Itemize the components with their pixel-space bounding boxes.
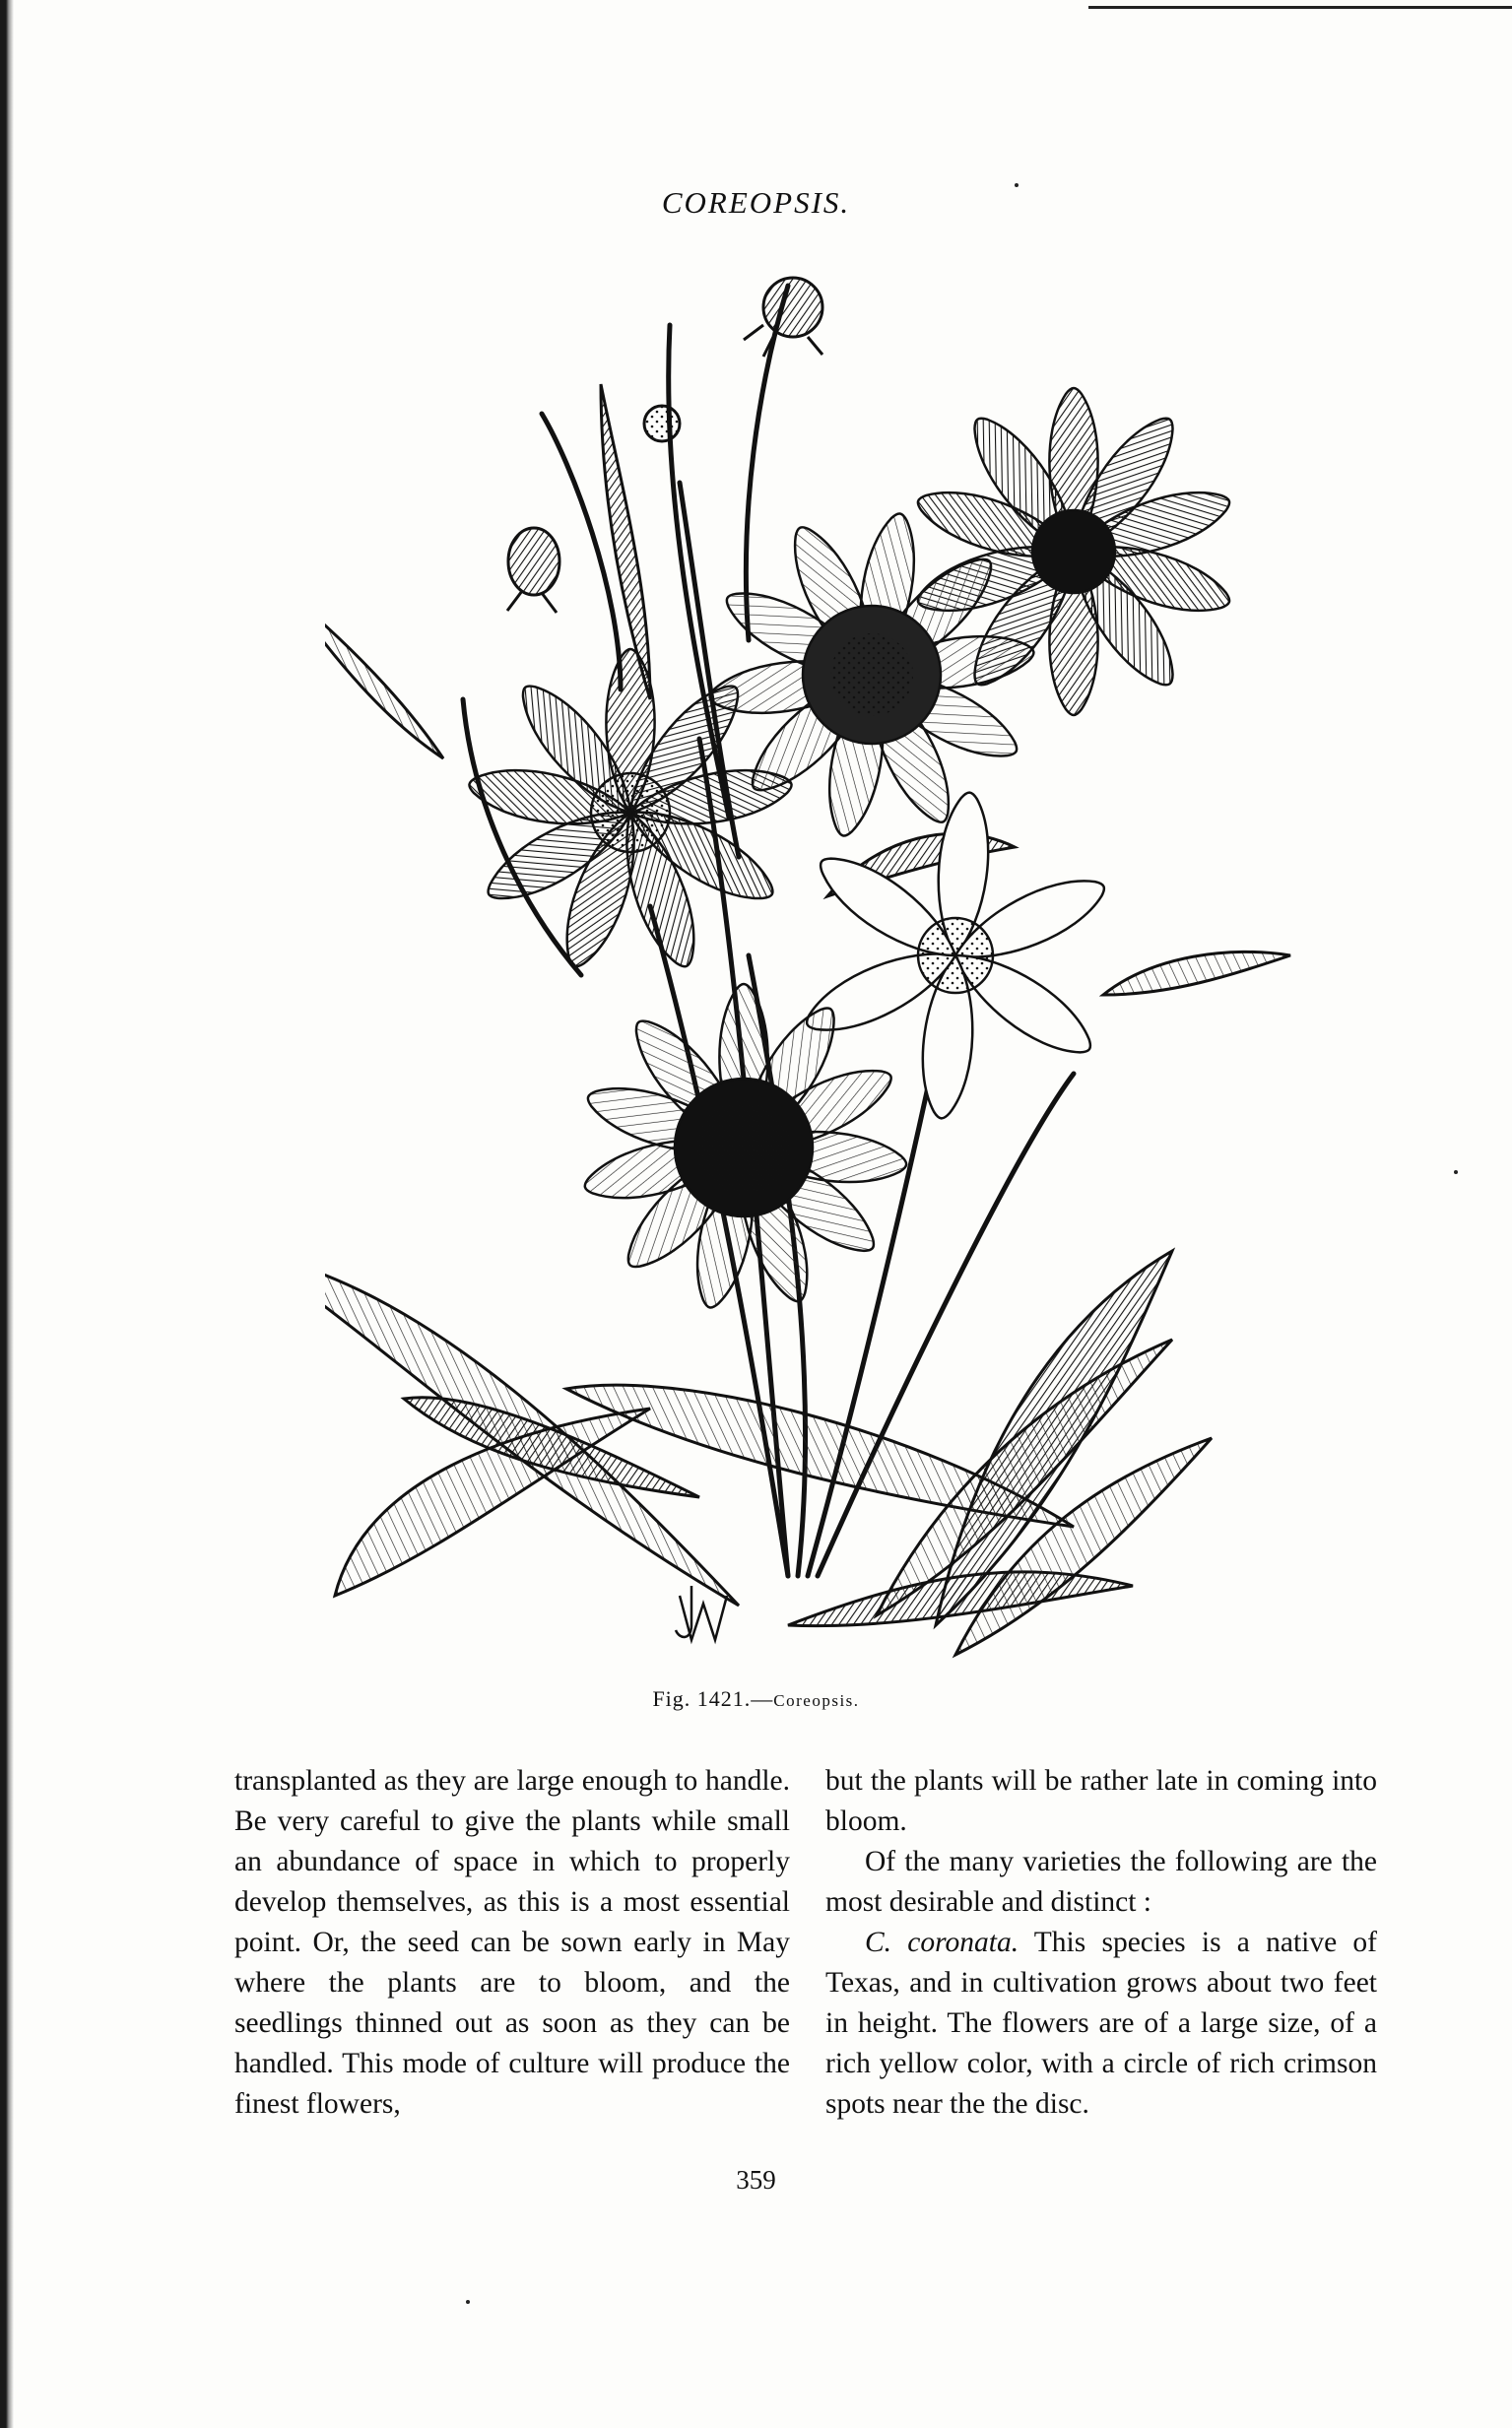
text-column-left bbox=[234, 1761, 790, 2125]
species-name: C. coronata. bbox=[865, 1927, 1019, 1958]
species-paragraph bbox=[825, 1923, 1377, 2125]
body-paragraph: transplanted as they are large enough to handle. Be very careful to give the plants while small an abundance of space in which to properly develop themselves, as this is a most essential point. Or, the seed can be sown early in May where the plants are to bloom, and the seedlings thinned out as soon as they can be handled. This mode of culture will produce the finest flowers, bbox=[234, 1765, 790, 2120]
figure-number: Fig. 1421.— bbox=[652, 1686, 774, 1711]
paper-speck bbox=[1454, 1170, 1458, 1174]
flower-right-white bbox=[797, 790, 1114, 1120]
body-paragraph: Of the many varieties the following are the most desirable and distinct : bbox=[825, 1846, 1377, 1918]
page-number: 359 bbox=[736, 2165, 776, 2195]
paper-speck bbox=[466, 2300, 470, 2304]
flower-buds bbox=[507, 278, 822, 613]
coreopsis-illustration bbox=[325, 266, 1320, 1674]
running-head: COREOPSIS. bbox=[661, 185, 851, 220]
text-column-right bbox=[825, 1761, 1377, 2125]
figure-caption bbox=[0, 1686, 1512, 1712]
page-binding-edge bbox=[0, 0, 14, 2428]
top-edge-rule bbox=[1088, 6, 1512, 9]
paper-speck bbox=[1015, 183, 1019, 187]
body-paragraph: but the plants will be rather late in coming into bloom. bbox=[825, 1765, 1377, 1837]
species-description: This species is a native of Texas, and in cultivation grows about two feet in height. The flowers are of a large size, of a rich yellow color, with a circle of rich crimson spots near the the disc. bbox=[825, 1927, 1377, 2120]
figure-subject: Coreopsis. bbox=[773, 1691, 860, 1710]
flower-bottom bbox=[579, 984, 909, 1312]
